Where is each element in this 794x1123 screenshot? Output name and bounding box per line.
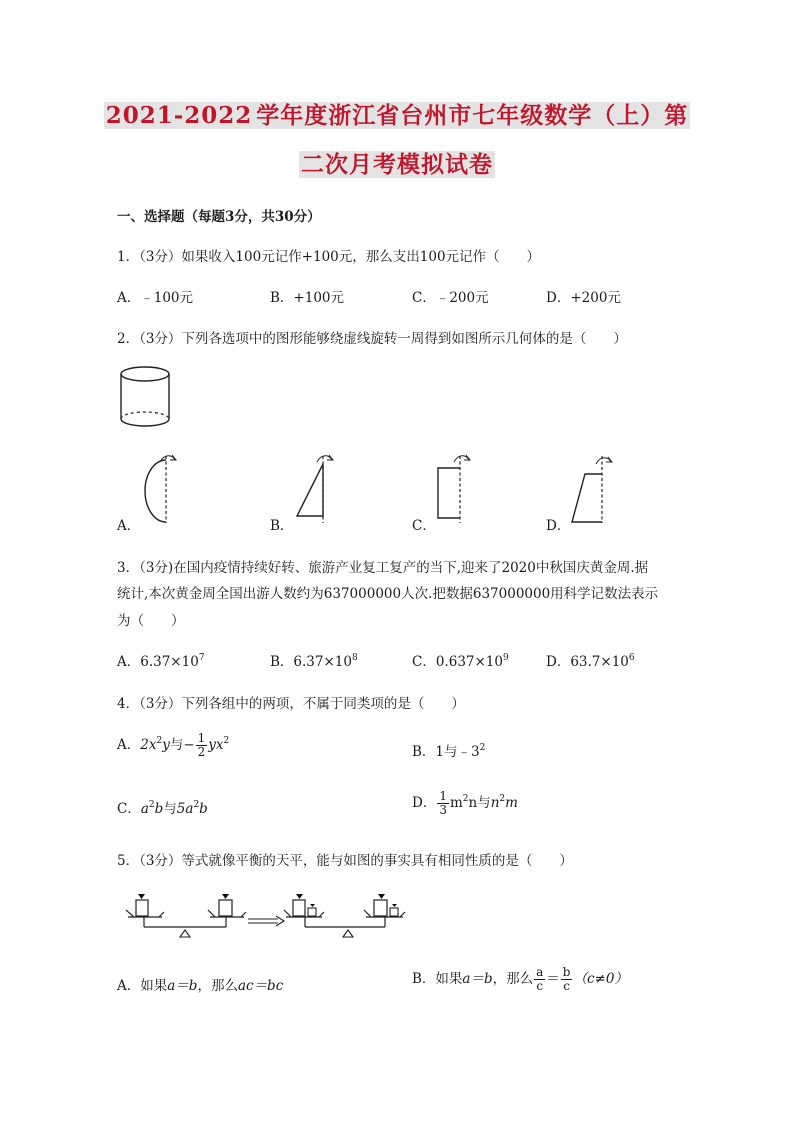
q3-option-b [270,650,358,670]
q5-b-note: （c≠0） [573,971,628,987]
q1-option-a: A．﹣100元 [117,290,194,306]
q5-a-result: ac＝bc [237,978,284,994]
q3-option-a [117,650,205,670]
q4-a-num: 1 [197,731,206,745]
q2-option-a: A． [117,518,141,534]
q4-a-label: A． [117,737,141,753]
q4-d-num: 1 [439,789,447,803]
q4-c-term1-tail: b [154,801,164,817]
q3-a-base: 6.37×10 [140,654,199,670]
q5-option-a [117,974,283,994]
q4-d-label: D． [412,795,437,811]
q4-d-term2: n [490,795,500,811]
q4-c-term1: a [140,801,149,817]
q5-b-num2: b [562,965,571,979]
q2-stem: 2．（3分）下列各选项中的图形能够绕虚线旋转一周得到如图所示几何体的是（ ） [117,331,627,347]
q4-b-text: 1与﹣3 [435,744,480,760]
double-arrow-icon [248,916,284,926]
q3-stem-line2: 统计,本次黄金周全国出游人数约为637000000人次.把数据637000000用科学记数法表示 [117,586,659,602]
q4-d-term1: m [449,795,463,811]
q4-a-term1: 2x [140,737,157,753]
q2-option-c: C． [412,518,436,534]
q4-b-label: B． [412,744,436,760]
scale-left [126,894,246,937]
section-heading: 一、选择题（每题3分，共30分） [117,209,321,225]
q4-option-d [412,790,518,817]
q5-a-condition: a＝b [167,978,198,994]
q3-d-base: 63.7×10 [570,654,629,670]
q4-a-term1-tail: y [162,737,170,753]
q5-a-mid: ，那么 [197,978,238,994]
q3-b-label: B． [270,654,294,670]
q2-figure-c [430,450,480,530]
q5-b-fraction2 [561,966,573,993]
q4-b-exp: 2 [479,743,486,753]
q4-d-den: 3 [439,803,447,817]
q2-option-d: D． [546,518,571,534]
q4-option-a [117,732,229,759]
q5-stem: 5．（3分）等式就像平衡的天平，能与如图的事实具有相同性质的是（ ） [117,853,573,869]
q4-c-term1-exp: 2 [148,800,155,810]
q5-b-label: B．如果 [412,971,463,987]
q3-stem-line1: 3．（3分)在国内疫情持续好转、旅游产业复工复产的当下,迎来了2020中秋国庆黄金周.据 [117,560,649,576]
q3-option-c [412,650,509,670]
q5-b-mid: ，那么 [492,971,534,987]
q3-c-exp: 9 [502,653,509,663]
q5-a-label: A．如果 [117,978,168,994]
q4-d-term2-tail: m [505,795,518,811]
q5-b-num1: a [536,965,544,979]
q3-c-label: C． [412,654,436,670]
q3-b-exp: 8 [351,653,358,663]
q4-c-term2: 5a [176,801,194,817]
q4-option-b [412,740,485,760]
page-title-line1 [60,97,734,130]
scale-right [284,894,405,937]
q1-option-b: B．+100元 [270,290,344,306]
q4-d-term2-exp: 2 [499,794,506,804]
q4-d-fraction [437,790,449,817]
q5-b-condition: a＝b [462,971,493,987]
q3-option-d [546,650,635,670]
q1-option-c: C．﹣200元 [412,290,489,306]
title-year: 2021-2022 [105,102,253,129]
title-line2-text: 二次月考模拟试卷 [301,151,493,178]
q5-b-den2: c [563,979,570,993]
q4-a-term2-exp: 2 [223,736,230,746]
q3-a-label: A． [117,654,141,670]
title-rest: 学年度浙江省台州市七年级数学（上）第 [256,102,689,129]
q4-d-term1-tail: n [468,795,478,811]
q4-c-term2-tail: b [199,801,208,817]
q3-d-label: D． [546,654,571,670]
q4-option-c [117,797,208,817]
q4-d-term1-exp: 2 [462,794,469,804]
q4-c-term2-exp: 2 [193,800,200,810]
q2-figure-d [565,450,615,530]
q4-a-fraction [196,732,208,759]
q3-stem-line3: 为（ ） [117,613,185,629]
q4-a-term2: yx [208,737,224,753]
q3-c-base: 0.637×10 [435,654,503,670]
q1-stem: 1．（3分）如果收入100元记作+100元，那么支出100元记作（ ） [117,249,541,265]
q4-a-den: 2 [197,745,206,759]
q5-b-eq: ＝ [546,971,560,987]
q4-a-conn: 与 [169,737,184,753]
q5-option-b [412,966,628,993]
page-title-line2 [60,146,734,179]
q4-d-conn: 与 [477,795,491,811]
q2-option-b: B． [270,518,294,534]
q5-b-fraction1 [534,966,545,993]
q4-c-label: C． [117,801,141,817]
cylinder-figure [110,360,180,440]
q4-stem: 4．（3分）下列各组中的两项，不属于同类项的是（ ） [117,696,465,712]
q3-a-exp: 7 [198,653,205,663]
q2-figure-a [135,450,185,530]
q5-b-den1: c [536,979,544,993]
q1-option-d: D．+200元 [546,290,621,306]
q4-c-conn: 与 [163,801,177,817]
q4-a-term1-exp: 2 [156,736,163,746]
q2-figure-b [290,450,340,530]
balance-scale-figure [120,886,420,942]
q4-a-sign: − [183,737,195,753]
q3-d-exp: 6 [628,653,635,663]
q3-b-base: 6.37×10 [293,654,352,670]
